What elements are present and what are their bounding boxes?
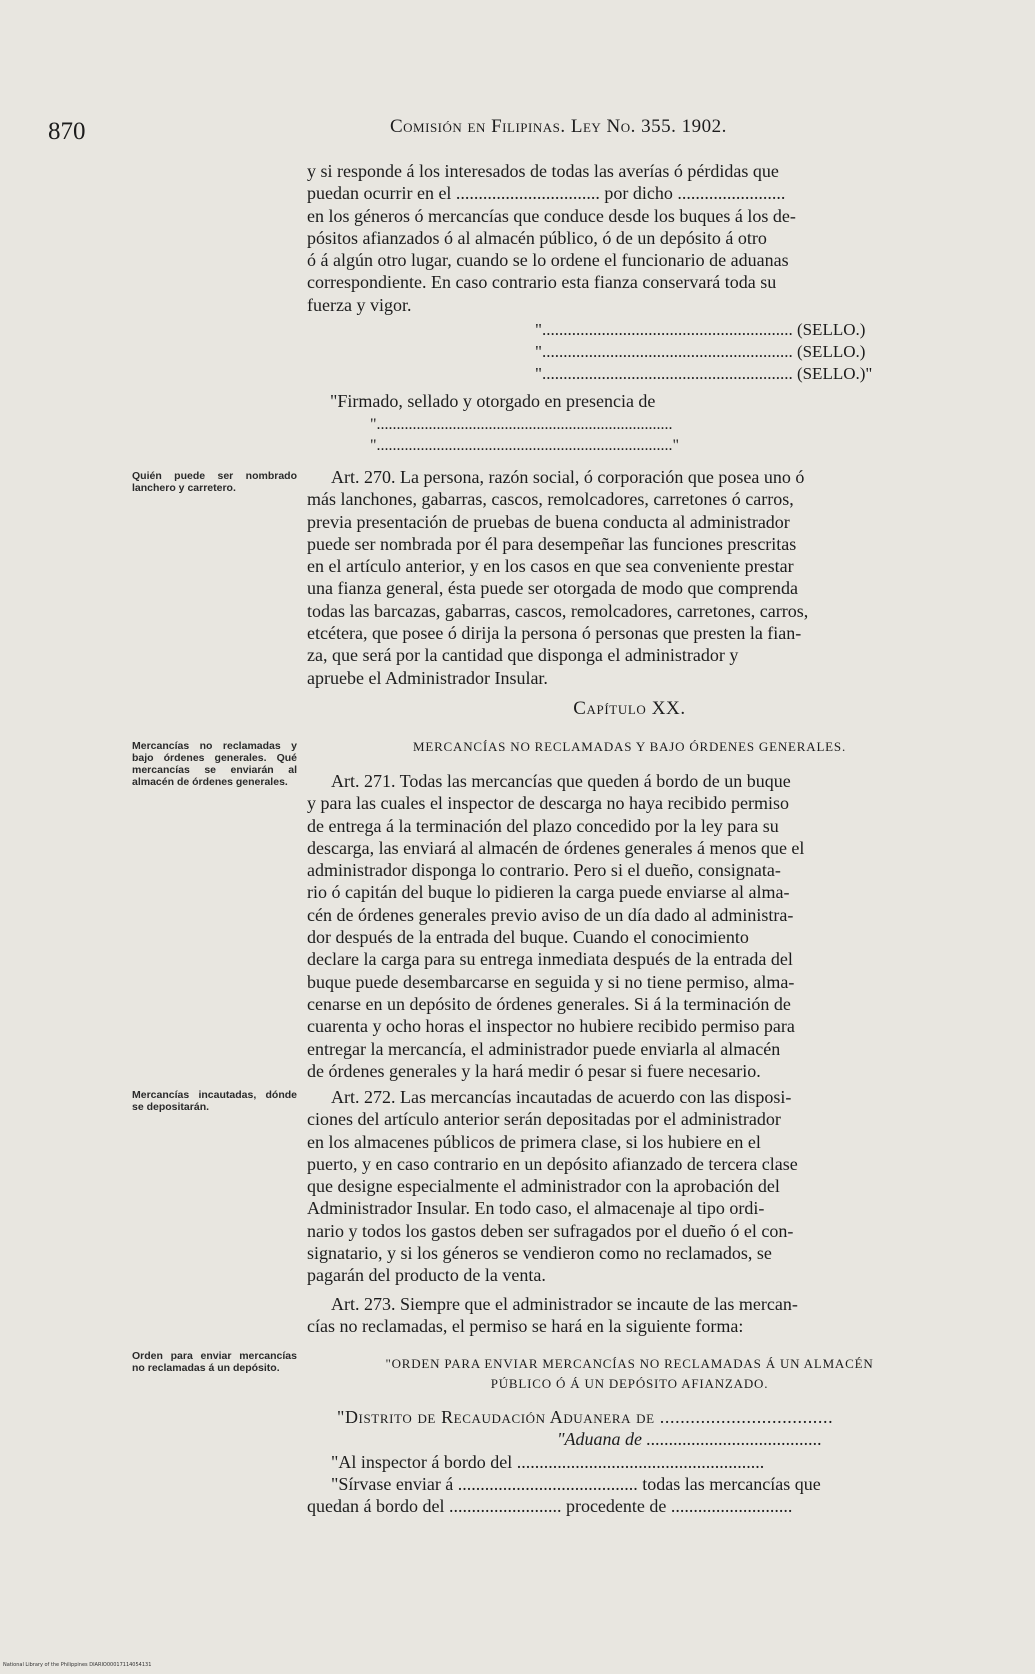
- text-line: cuarenta y ocho horas el inspector no hubiere recibido permiso para: [307, 1016, 795, 1037]
- text-line: puedan ocurrir en el ................................ por dicho ........................: [307, 183, 786, 204]
- text-line: ó á algún otro lugar, cuando se lo ordene el funcionario de aduanas: [307, 250, 789, 271]
- chapter-title: Capítulo XX.: [573, 698, 686, 719]
- form-title-line: "ORDEN PARA ENVIAR MERCANCÍAS NO RECLAMADAS Á UN ALMACÉN: [385, 1356, 874, 1371]
- page-number: 870: [48, 118, 86, 145]
- text-line: za, que será por la cantidad que disponga el administrador y: [307, 645, 739, 666]
- witness-line: "..........................................................................": [370, 437, 680, 454]
- text-line: puerto, y en caso contrario en un depósito afianzado de tercera clase: [307, 1153, 798, 1174]
- text-line: de entrega á la terminación del plazo concedido por la ley para su: [307, 815, 779, 836]
- form-title-line: PÚBLICO Ó Á UN DEPÓSITO AFIANZADO.: [490, 1376, 769, 1391]
- witness-line: "..........................................................................: [370, 416, 673, 433]
- text-line: de órdenes generales y la hará medir ó pesar si fuere necesario.: [307, 1060, 761, 1081]
- text-line: Art. 272. Las mercancías incautadas de acuerdo con las disposi-: [331, 1087, 792, 1107]
- text-line: correspondiente. En caso contrario esta fianza conservará toda su: [307, 272, 777, 293]
- seal-lines: [535, 320, 872, 386]
- text-line: nario y todos los gastos deben ser sufragados por el dueño ó el con-: [307, 1220, 794, 1241]
- text-line: cías no reclamadas, el permiso se hará en la siguiente forma:: [307, 1316, 744, 1337]
- text-line: puede ser nombrada por él para desempeñar las funciones prescritas: [307, 533, 797, 554]
- text-line: administrador disponga lo contrario. Pero si el dueño, consignata-: [307, 860, 781, 881]
- text-line: "Firmado, sellado y otorgado en presencia de: [330, 391, 656, 411]
- text-line: previa presentación de pruebas de buena conducta al administrador: [307, 511, 790, 532]
- form-line: quedan á bordo del ......................... procedente de ...........................: [307, 1496, 793, 1517]
- form-line: "Al inspector á bordo del .......................................................: [331, 1451, 765, 1472]
- text-line: más lanchones, gabarras, cascos, remolcadores, carretones ó carros,: [307, 489, 794, 510]
- article-272: [307, 1086, 952, 1287]
- seal-line: "........................................................... (SELLO.)": [535, 364, 873, 383]
- text-line: Administrador Insular. En todo caso, el almacenaje al tipo ordi-: [307, 1198, 765, 1219]
- article-270: [307, 466, 952, 689]
- seal-line: "........................................................... (SELLO.): [535, 320, 866, 339]
- text-line: Art. 270. La persona, razón social, ó corporación que posea uno ó: [331, 467, 805, 487]
- text-line: Art. 271. Todas las mercancías que queden á bordo de un buque: [331, 771, 791, 791]
- form-line: "Distrito de Recaudación Aduanera de ..................................: [337, 1407, 834, 1427]
- text-line: dor después de la entrada del buque. Cuando el conocimiento: [307, 927, 749, 948]
- signed-line: [330, 390, 975, 412]
- text-line: que designe especialmente el administrador con la aprobación del: [307, 1176, 780, 1197]
- text-line: una fianza general, ésta puede ser otorgada de modo que comprenda: [307, 578, 798, 599]
- text-line: en el artículo anterior, y en los casos en que sea conveniente prestar: [307, 556, 794, 577]
- witness-lines: [370, 414, 1015, 456]
- form-line: "Aduana de .......................................: [557, 1429, 823, 1450]
- margin-note-art271: Mercancías no reclamadas y bajo órdenes generales. Qué mercancías se enviarán al almacén de órdenes generales.: [132, 740, 297, 788]
- form-fields: [307, 1406, 952, 1517]
- text-line: declare la carga para su entrega inmediata después de la entrada del: [307, 949, 793, 970]
- text-line: fuerza y vigor.: [307, 294, 412, 315]
- text-line: ciones del artículo anterior serán depositadas por el administrador: [307, 1109, 781, 1130]
- text-line: rio ó capitán del buque lo pidieren la carga puede enviarse al alma-: [307, 882, 790, 903]
- margin-note-art270: Quién puede ser nombrado lanchero y carretero.: [132, 470, 297, 494]
- text-line: signatario, y si los géneros se vendieron como no reclamados, se: [307, 1243, 772, 1264]
- footer-credit: National Library of the Philippines DIARIO00017114054131: [3, 1662, 152, 1668]
- text-line: en los almacenes públicos de primera clase, si los hubiere en el: [307, 1131, 761, 1152]
- text-line: entregar la mercancía, el administrador puede enviarla al almacén: [307, 1038, 781, 1059]
- text-line: apruebe el Administrador Insular.: [307, 667, 548, 688]
- chapter-subtitle: MERCANCÍAS NO RECLAMADAS Y BAJO ÓRDENES GENERALES.: [412, 739, 847, 754]
- margin-note-art273: Orden para enviar mercancías no reclamadas á un depósito.: [132, 1350, 297, 1374]
- form-title: [307, 1354, 952, 1394]
- margin-note-art272: Mercancías incautadas, dónde se depositarán.: [132, 1089, 297, 1113]
- text-line: pósitos afianzados ó al almacén público, ó de un depósito á otro: [307, 227, 767, 248]
- article-271: [307, 770, 952, 1082]
- text-line: etcétera, que posee ó dirija la persona ó personas que presten la fian-: [307, 623, 802, 644]
- running-head: Comisión en Filipinas. Ley No. 355. 1902.: [390, 116, 727, 137]
- intro-paragraph: [307, 160, 952, 316]
- text-line: en los géneros ó mercancías que conduce desde los buques á los de-: [307, 205, 796, 226]
- article-273: [307, 1293, 952, 1338]
- text-line: y para las cuales el inspector de descarga no haya recibido permiso: [307, 793, 789, 814]
- text-line: cenarse en un depósito de órdenes generales. Si á la terminación de: [307, 993, 791, 1014]
- form-line: "Sírvase enviar á ........................................ todas las mercancías que: [331, 1473, 821, 1494]
- text-line: y si responde á los interesados de todas las averías ó pérdidas que: [307, 161, 779, 181]
- text-line: Art. 273. Siempre que el administrador se incaute de las mercan-: [331, 1294, 798, 1314]
- text-line: descarga, las enviará al almacén de órdenes generales á menos que el: [307, 837, 805, 858]
- text-line: pagarán del producto de la venta.: [307, 1265, 546, 1286]
- text-line: todas las barcazas, gabarras, cascos, remolcadores, carretones, carros,: [307, 600, 809, 621]
- text-line: cén de órdenes generales previo aviso de un día dado al administra-: [307, 904, 794, 925]
- text-line: buque puede desembarcarse en seguida y si no tiene permiso, alma-: [307, 971, 795, 992]
- seal-line: "........................................................... (SELLO.): [535, 342, 866, 361]
